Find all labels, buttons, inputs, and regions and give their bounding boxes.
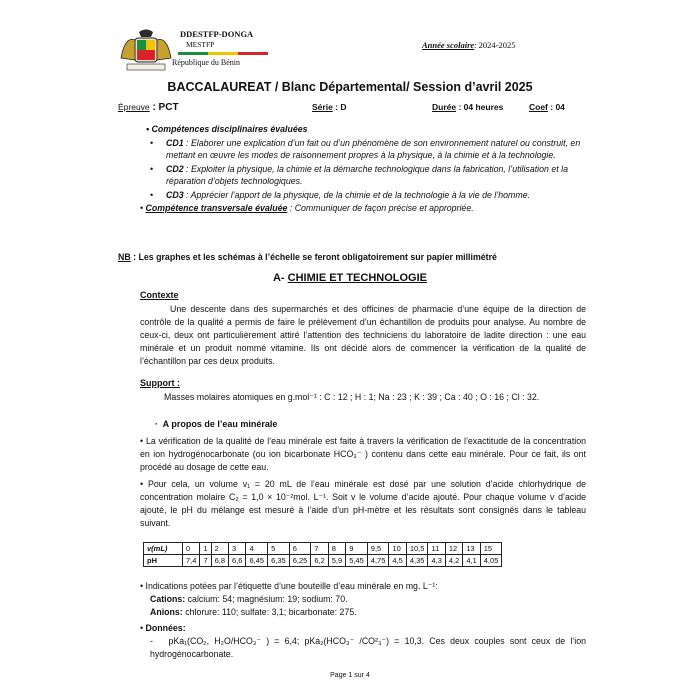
table-row-volume [144,543,502,555]
cations-label: Cations: [150,594,186,604]
table-cell-ph: 4,5 [389,555,406,567]
flag-yellow [208,52,238,55]
table-cell-volume: 1 [200,543,211,555]
anions-text: chlorure: 110; sulfate: 3,1; bicarbonate: 275. [182,607,357,617]
indications-anions [150,606,580,619]
competence-transversale [140,202,586,215]
school-year [422,40,516,50]
para1-text: La vérification de la qualité de l’eau minérale est faite à travers la vérification de l’exactitude de la concentration en ion hydrogénocarbonate (ou ion bicarbonate HCO₃⁻ ) contenu dans cette eau minérale. Pour ce fait, ils ont procédé au dosage de cette eau. [140,436,586,472]
eau-minerale-subheading [155,419,277,429]
competence-code: CD1 [166,137,184,148]
table-cell-ph: 4,05 [480,555,502,567]
nb-text: : Les graphes et les schémas à l’échelle se feront obligatoirement sur papier millimétré [130,252,497,262]
bullet-icon: • [150,163,154,174]
competence-text: : Apprécier l’apport de la physique, de la chimie et de la technologie à la vie de l’homme. [183,189,530,200]
competences-heading [146,123,586,136]
transversale-text: : Communiquer de façon précise et appropriée. [287,203,474,213]
donnees-line [150,635,586,661]
table-cell-ph: 4,1 [463,555,480,567]
eau-minerale-para2 [140,478,586,530]
table-cell-volume: 7 [311,543,328,555]
transversale-label: Compétence transversale évaluée [145,203,288,213]
table-cell-ph: 7 [200,555,211,567]
table-cell-volume: 11 [428,543,445,555]
meta-coef-label: Coef [529,102,548,112]
table-cell-volume: 0 [183,543,200,555]
table-cell-volume: 2 [211,543,228,555]
flag-stripe [178,52,268,55]
bullet-icon: • [146,124,150,134]
table-cell-ph: 4,2 [445,555,462,567]
section-a-name: CHIMIE ET TECHNOLOGIE [287,272,427,284]
nb-note [118,252,588,262]
section-a-prefix: A- [272,272,288,284]
table-cell-volume: 6 [289,543,311,555]
table-cell-volume: 5 [268,543,290,555]
support-masses: Masses molaires atomiques en g.mol⁻¹ : C : 12 ; H : 1; Na : 23 ; K : 39 ; Ca : 40 ; O : 16 ; Cl : 32. [164,392,540,402]
org-name-line1: DDESTFP-DONGA [180,29,254,39]
para2-text: Pour cela, un volume v₁ = 20 mL de l’eau minérale est dosé par une solution d’acide chlorhydrique de concentration molaire C₂ = 1,0 × 10⁻²mol. L⁻¹. Soit v le volume d’acide ajouté. Pour chaque volume v d’acide ajouté, le pH du mélange est mesuré à l’aide d’un pH-mètre et les résultats sont consignés dans le tableau suivant. [140,479,586,528]
school-year-value: : 2024-2025 [474,40,516,50]
competences-heading-text: Compétences disciplinaires évaluées [151,124,308,134]
table-cell-ph: 7,4 [183,555,200,567]
table-cell-ph: 5,45 [346,555,368,567]
competence-text: : Exploiter la physique, la chimie et la démarche technologique dans la fabrication, l’utilisation et la réparation d’objets technologiques. [166,163,568,186]
country-name: République du Bénin [172,58,240,67]
meta-duree-label: Durée [432,102,457,112]
eau-minerale-para1 [140,435,586,474]
contexte-heading: Contexte [140,290,179,300]
table-cell-ph: 4,3 [428,555,445,567]
cations-text: calcium: 54; magnésium: 19; sodium: 70. [185,594,348,604]
bullet-icon: • [140,479,144,489]
section-a-title [115,272,585,284]
table-header-ph: pH [144,555,183,567]
table-cell-volume: 10,5 [406,543,428,555]
bullet-icon: • [150,189,154,200]
table-cell-volume: 8 [328,543,345,555]
table-cell-volume: 15 [480,543,502,555]
competence-item-cd1 [146,137,586,162]
competence-item-cd2 [146,163,586,188]
bullet-icon: • [150,137,154,148]
anions-label: Anions: [150,607,183,617]
donnees-text: pKa₁(CO₂, H₂O/HCO₃⁻ ) = 6,4; pKa₂(HCO₃⁻ /CO²₃⁻) = 10,3. Ces deux couples sont ceux de l’ion hydrogénocarbonate. [150,636,586,659]
flag-red [238,52,268,55]
org-name-line2: MESTFP [186,40,215,49]
titration-table-wrap [143,542,502,567]
table-cell-ph: 6,2 [311,555,328,567]
meta-serie [312,102,347,112]
table-cell-ph: 6,6 [229,555,246,567]
meta-coef-value: : 04 [547,102,565,112]
meta-serie-value: : D [332,102,347,112]
table-cell-volume: 9,5 [367,543,389,555]
meta-epreuve-label: Épreuve [118,102,150,112]
table-cell-ph: 4,75 [367,555,389,567]
page-number: Page 1 sur 4 [330,672,370,679]
bullet-icon: · [155,419,158,429]
exam-title: BACCALAUREAT / Blanc Départemental/ Session d’avril 2025 [167,80,533,94]
coat-of-arms-emblem [117,28,175,74]
dash-icon: - [150,636,153,646]
table-cell-ph: 6,8 [211,555,228,567]
school-year-label: Année scolaire [422,40,475,50]
indications-intro [140,580,586,593]
meta-duree-value: : 04 heures [456,102,504,112]
bullet-icon: • [140,581,144,591]
table-cell-volume: 10 [389,543,406,555]
table-cell-ph: 6,45 [246,555,268,567]
indications-cations [150,593,580,606]
table-header-volume: v(mL) [144,543,183,555]
meta-epreuve-value: : PCT [149,102,179,113]
meta-coef [529,102,565,112]
support-heading: Support : [140,378,180,388]
bullet-icon: • [140,623,144,633]
competence-item-cd3 [146,189,586,202]
eau-minerale-subheading-text: A propos de l’eau minérale [162,419,278,429]
meta-epreuve [118,102,179,113]
competence-code: CD3 [166,189,184,200]
bullet-icon: • [140,203,144,213]
table-cell-ph: 4,35 [406,555,428,567]
table-cell-volume: 3 [229,543,246,555]
meta-duree [432,102,503,112]
competence-code: CD2 [166,163,184,174]
table-cell-ph: 6,35 [268,555,290,567]
donnees-heading-text: Données [145,623,183,633]
table-cell-volume: 4 [246,543,268,555]
table-cell-ph: 6,25 [289,555,311,567]
table-cell-volume: 13 [463,543,480,555]
titration-table [143,542,502,567]
bullet-icon: • [140,436,144,446]
competences-block [140,123,586,216]
contexte-text: Une descente dans des supermarchés et des officines de pharmacie d’une équipe de la direction de contrôle de la qualité a permis de faire le prélèvement d’un échantillon de produits pour analyse. Au nombre de ceux-ci, deux ont particulièrement attiré l’attention des techniciens du laboratoire de ladite direction : une eau minérale et un produit nommé vitamine. Ils ont décidé alors de commencer la vérification de la qualité de l’échantillon par ces deux produits. [140,304,586,366]
nb-label: NB [118,252,131,262]
table-cell-volume: 9 [346,543,368,555]
competence-text: : Elaborer une explication d’un fait ou d’un phénomène de son environnement naturel ou construit, en mettant en œuvre les modes de raisonnement propres à la physique, à la chimie et à la technologie. [166,137,581,160]
meta-serie-label: Série [312,102,333,112]
table-row-ph [144,555,502,567]
donnees-heading-suffix: : [182,623,186,633]
indications-intro-text: Indications potées par l’étiquette d’une bouteille d’eau minérale en mg. L⁻¹: [145,581,438,591]
table-cell-ph: 5,9 [328,555,345,567]
donnees-heading [140,622,586,635]
flag-green [178,52,208,55]
table-cell-volume: 12 [445,543,462,555]
